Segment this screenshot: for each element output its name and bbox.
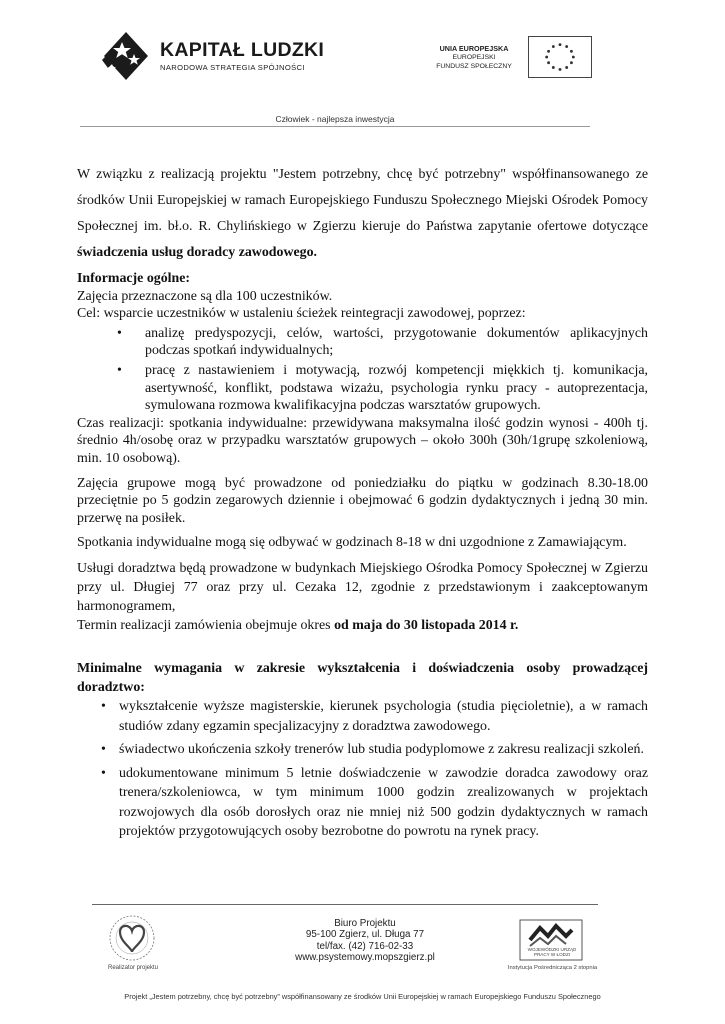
bullet-icon: • [117,362,122,378]
intro-paragraph [77,162,648,266]
time-paragraph: Czas realizacji: spotkania indywidualne: przewidywana maksymalna ilość godzin wynosi - 400h tj. średnio 4h/osobę oraz w przypadku warsztatów grupowych – około 300h (30h/1grupę szkoleniową, min. 10 osobową). [77,415,648,466]
kapital-ludzki-subtitle: NARODOWA STRATEGIA SPÓJNOŚCI [160,63,305,72]
goal-line: Cel: wsparcie uczestników w ustaleniu ścieżek reintegracji zawodowej, poprzez: [77,306,526,322]
general-info-heading: Informacje ogólne: [77,271,191,286]
list-item [101,764,648,842]
list-item [117,362,648,415]
eu-flag-icon [528,36,592,78]
page-header [0,0,725,135]
header-tagline: Człowiek - najlepsza inwestycja [275,114,395,124]
general-info-section [77,270,648,468]
term-bold: od maja do 30 listopada 2014 r. [334,617,519,633]
footer-divider [92,904,598,905]
requirement-1: wykształcenie wyższe magisterskie, kierunek psychologia (studia pięcioletnie), a w ramach studiów zdany egzamin specjalizacyjny z doradztwa zawodowego. [119,698,648,734]
wup-logo-text: WOJEWÓDZKI URZĄD PRACY W ŁODZI [527,947,577,957]
bullet-icon: • [101,765,106,781]
project-funding-note: Projekt „Jestem potrzebny, chcę być potrzebny” współfinansowany ze środków Unii Europejskiej w ramach Europejskiego Funduszu Społecznego [124,992,601,1001]
term-paragraph [77,616,648,635]
office-title: Biuro Projektu [334,918,396,929]
header-divider [80,126,590,127]
intermediate-institution-caption: Instytucja Pośrednicząca 2 stopnia [507,965,598,971]
requirements-bullet-list [101,697,648,842]
bullet-icon: • [117,325,122,341]
location-paragraph: Usługi doradztwa będą prowadzone w budynkach Miejskiego Ośrodka Pomocy Społecznej w Zgierzu przy ul. Długiej 77 oraz przy ul. Cezaka 12, zgodnie z przedstawionym i zaakceptowanym harmonogramem, [77,560,648,614]
goal-bullet-list [117,325,648,415]
document-body [77,162,648,842]
goal-bullet-2: pracę z nastawieniem i motywacją, rozwój kompetencji miękkich tj. komunikacja, asertywność, konflikt, podstawa wizażu, psychologia rynku pracy - autoprezentacja, symulowana rozmowa kwalifikacyjna podczas warsztatów grupowych. [145,362,648,414]
kapital-ludzki-logo [98,26,154,82]
requirements-heading: Minimalne wymagania w zakresie wykształcenia i doświadczenia osoby prowadzącej doradztwo: [77,660,648,695]
realizator-caption: Realizator projektu [107,965,159,971]
office-address: 95-100 Zgierz, ul. Długa 77 [305,929,425,941]
eu-text [425,44,523,71]
goal-bullet-1: analizę predyspozycji, celów, wartości, przygotowanie dokumentów aplikacyjnych podczas spotkań indywidualnych; [145,325,648,359]
list-item [117,325,648,360]
individual-meetings-paragraph: Spotkania indywidualne mogą się odbywać w godzinach 8-18 w dni uzgodnione z Zamawiającym. [77,535,627,551]
participants-line: Zajęcia przeznaczone są dla 100 uczestników. [77,288,333,304]
office-phone: tel/fax. (42) 716-02-33 [316,940,414,952]
group-classes-paragraph: Zajęcia grupowe mogą być prowadzone od poniedziałku do piątku w godzinach 8.30-18.00 przeciętnie po 5 godzin zegarowych dziennie i obejmować 6 godzin dydaktycznych i jedną 30 min. przerwę na posiłek. [77,475,648,526]
eu-line-3: FUNDUSZ SPOŁECZNY [436,63,512,70]
eu-line-2: EUROPEJSKI [452,54,496,61]
requirement-2: świadectwo ukończenia szkoły trenerów lub studia podyplomowe z zakresu realizacji szkoleń. [119,742,644,758]
requirement-3: udokumentowane minimum 5 letnie doświadczenie w zawodzie doradca zawodowy oraz trenera/szkoleniowca, w tym minimum 1000 godzin zrealizowanych w projektach rozwojowych dla osób dorosłych oraz nie mniej niż 500 godzin dydaktycznych w ramach projektów przygotowujących osoby bezrobotne do powrotu na rynek pracy. [119,765,648,840]
wup-logo [500,914,605,976]
realizator-logo [92,914,182,976]
bullet-icon: • [101,698,106,714]
intro-text: W związku z realizacją projektu "Jestem potrzebny, chcę być potrzebny" współfinansowanego ze środków Unii Europejskiej w ramach Europejskiego Funduszu Społecznego Miejski Ośrodek Pomocy Społecznej im. bł.o. R. Chylińskiego w Zgierzu kieruje do Państwa zapytanie ofertowe dotyczące [77,167,648,234]
office-website: www.psystemowy.mopszgierz.pl [295,952,435,964]
bullet-icon: • [101,742,106,758]
intro-bold: świadczenia usług doradcy zawodowego. [77,245,318,260]
mops-logo-icon [92,914,182,966]
term-text: Termin realizacji zamówienia obejmuje okres [77,617,335,633]
eu-line-1: UNIA EUROPEJSKA [439,44,509,53]
project-office-info [260,918,470,964]
list-item [101,740,648,760]
kapital-ludzki-text [160,40,324,73]
list-item [101,697,648,736]
kapital-ludzki-title: KAPITAŁ LUDZKI [160,39,325,61]
